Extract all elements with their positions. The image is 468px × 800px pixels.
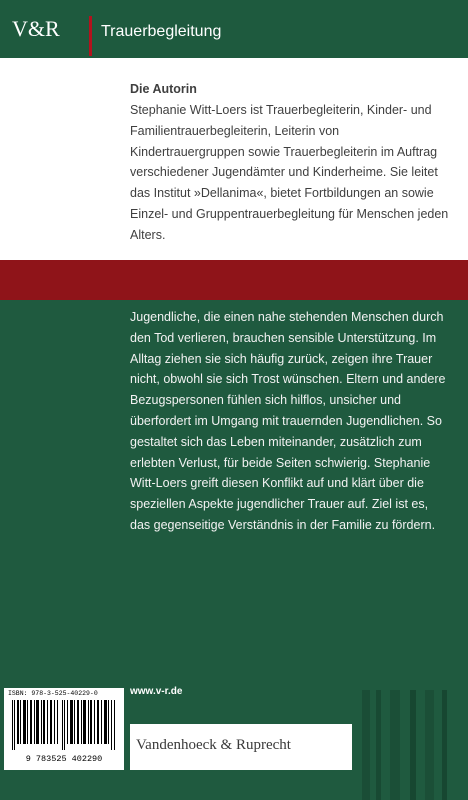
main-panel (0, 300, 468, 800)
isbn-label: ISBN: 978-3-525-40229-0 (8, 690, 98, 697)
publisher-box (130, 724, 352, 770)
decorative-stripe (425, 690, 434, 800)
header-band (0, 0, 468, 58)
author-heading: Die Autorin (130, 82, 197, 96)
barcode-box (4, 688, 124, 770)
publisher-name: Vandenhoeck & Ruprecht (136, 737, 291, 753)
decorative-stripe (442, 690, 447, 800)
logo-divider (89, 16, 92, 56)
decorative-stripe (376, 690, 381, 800)
decorative-stripe (390, 690, 400, 800)
barcode-number: 9 783525 402290 (25, 754, 103, 764)
publisher-logo: V&R (12, 16, 60, 41)
series-title: Trauerbegleitung (101, 23, 222, 40)
decorative-stripe (410, 690, 416, 800)
blurb-text: Jugendliche, die einen nahe stehenden Menschen durch den Tod verlieren, brauchen sensible Unterstützung. Im Alltag ziehen sie sich häufig zurück, zeigen ihre Trauer nicht, obwohl sie sich Trost wünschen. Eltern und andere Bezugspersonen fühlen sich hilflos, unsicher und überfordert im Umgang mit trauernden Jugendlichen. So gestaltet sich das Leben miteinander, zusätzlich zum erlebten Verlust, für beide Seiten schwierig. Stephanie Witt-Loers greift diesen Konflikt auf und klärt über die speziellen Aspekte jugendlicher Trauer auf. Ziel ist es, das gegenseitige Verständnis in der Familie zu fördern. (130, 310, 446, 532)
author-bio: Stephanie Witt-Loers ist Trauerbegleiterin, Kinder- und Familientrauerbegleiterin, Leiterin von Kindertrauergruppen sowie Trauerbegleiterin im Auftrag verschiedener Jugendämter und Kinderheime. Sie leitet das Institut »Dellanima«, bietet Fortbildungen an sowie Einzel- und Gruppentrauerbegleitung für Menschen jeden Alters. (130, 103, 449, 242)
author-box (0, 58, 468, 260)
decorative-stripe (362, 690, 370, 800)
publisher-url: www.v-r.de (130, 686, 183, 697)
barcode-bars (10, 700, 118, 750)
red-band (0, 260, 468, 300)
